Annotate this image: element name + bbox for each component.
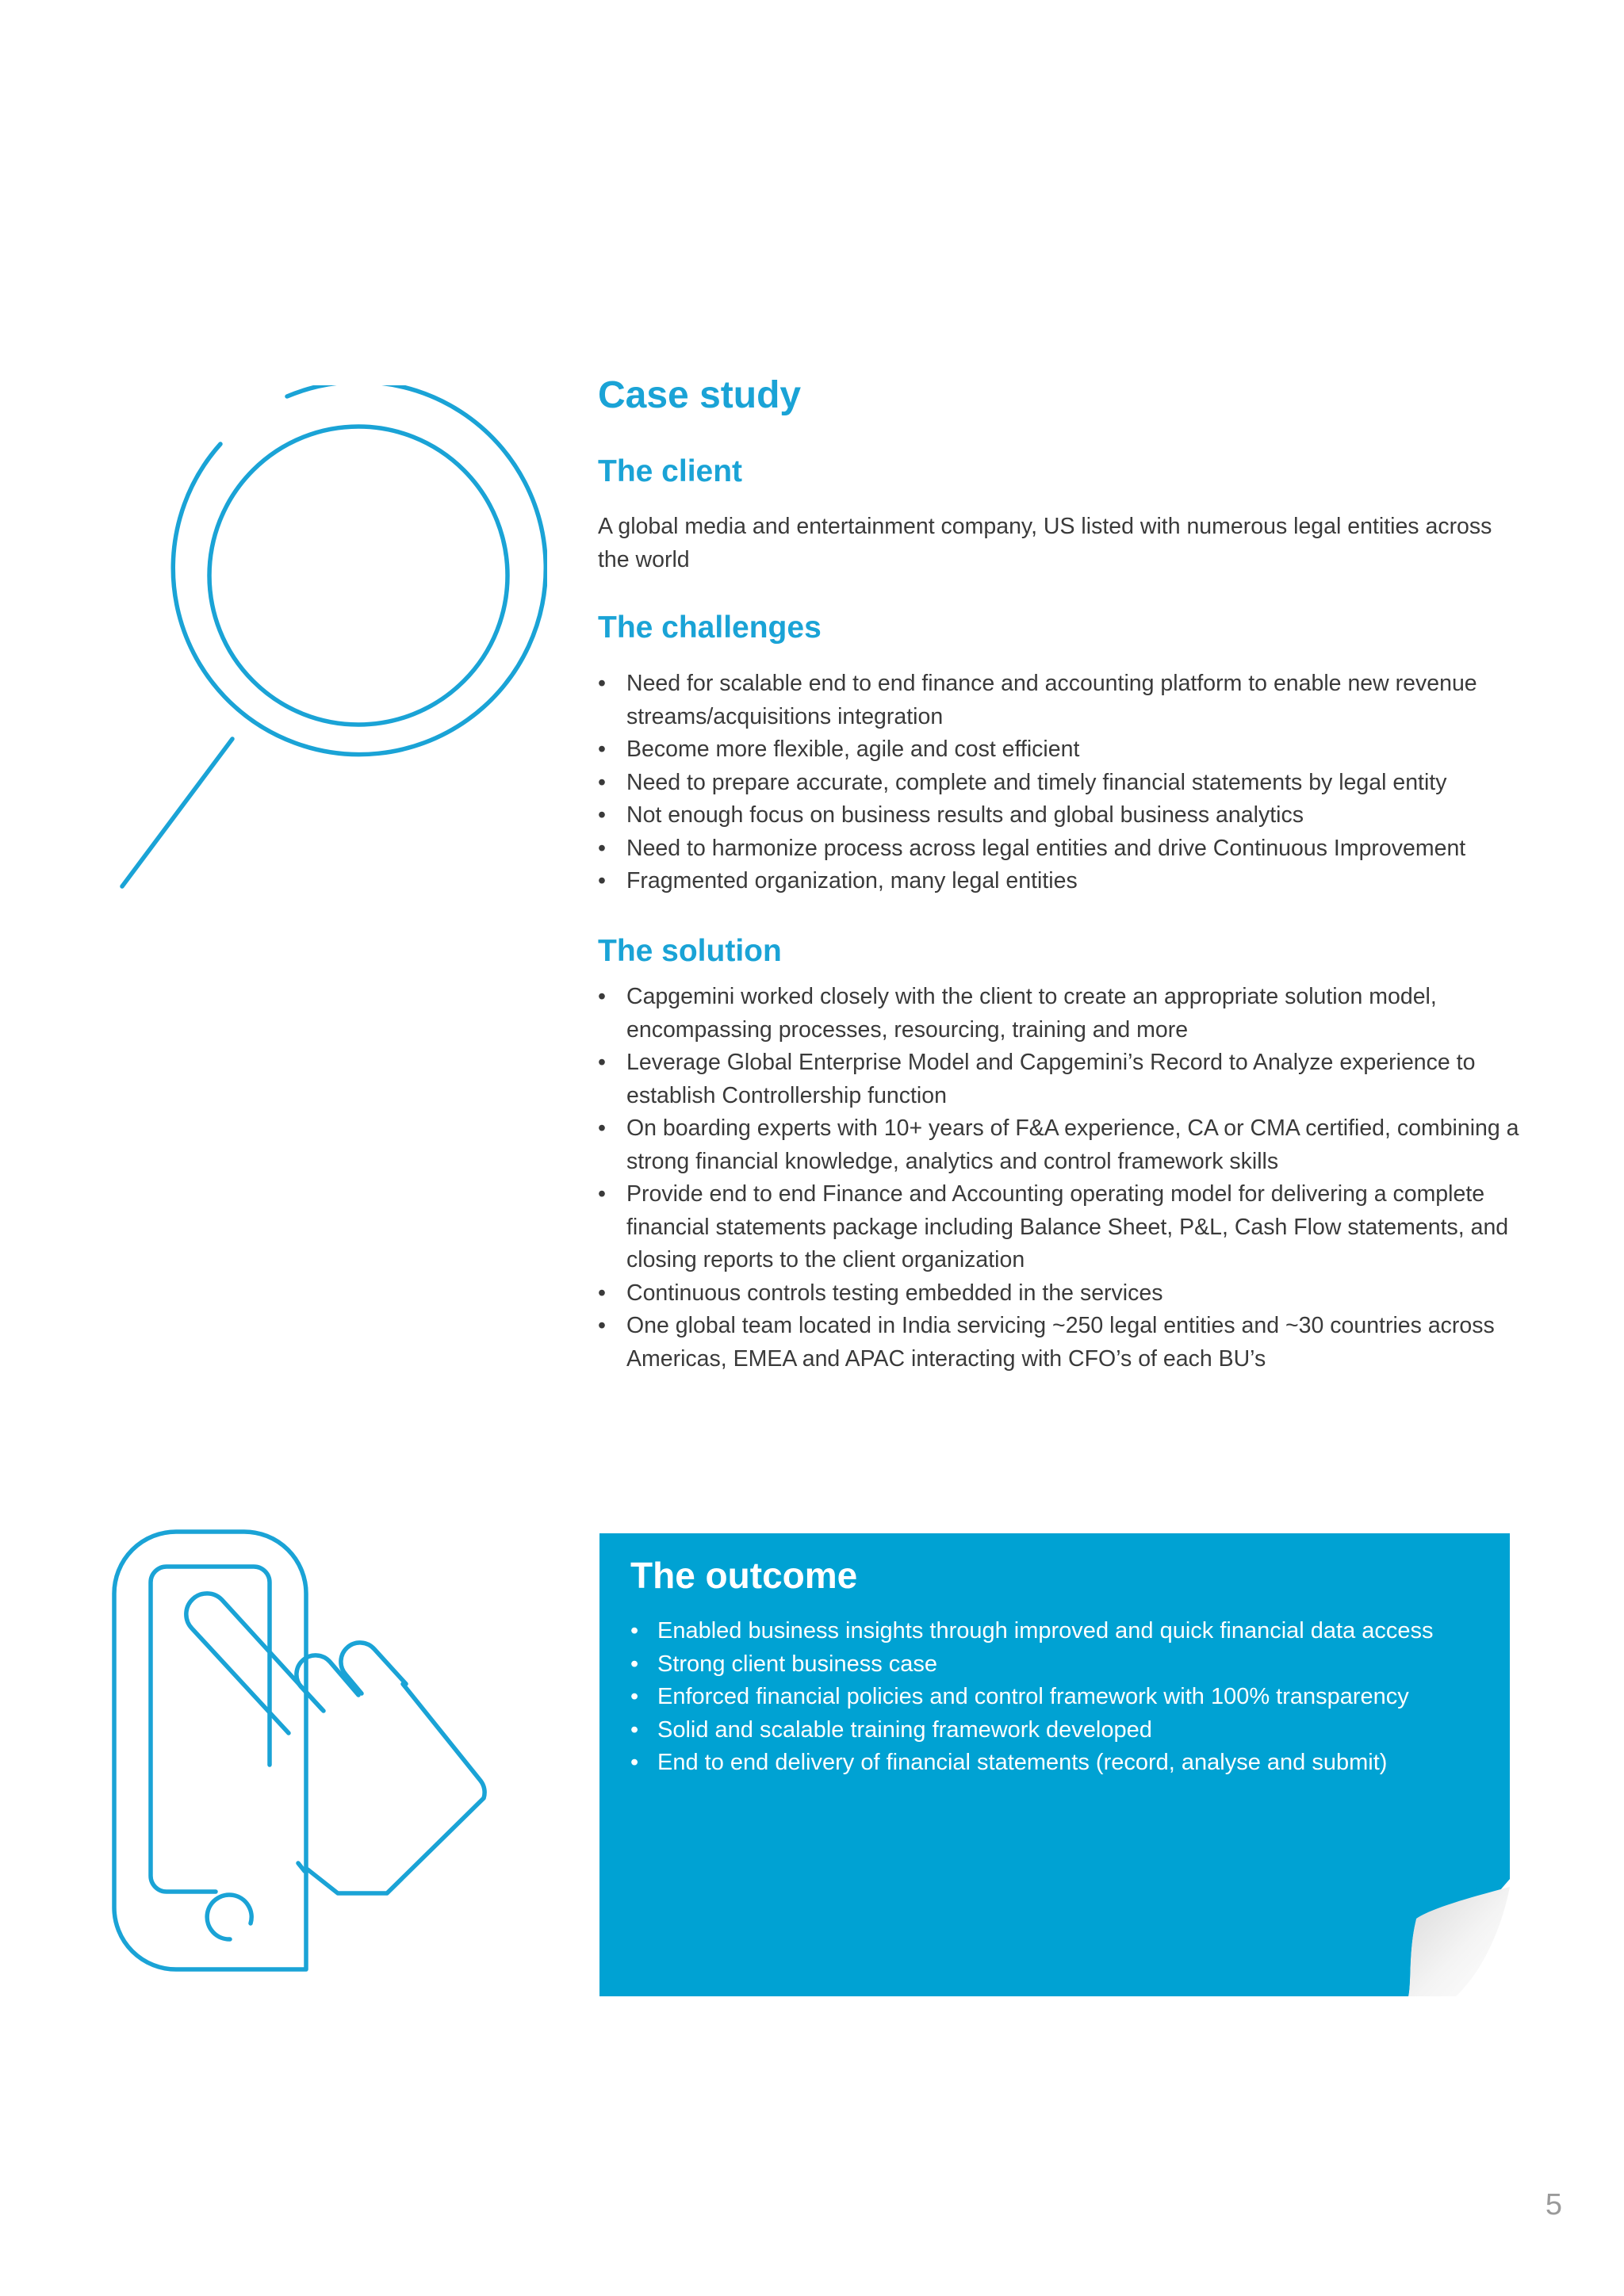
list-item: • Continuous controls testing embedded in the services (598, 1277, 1526, 1311)
outcome-list (630, 1615, 1487, 1780)
page-number: 5 (1545, 2188, 1562, 2221)
outcome-heading: The outcome (630, 1555, 858, 1596)
solution-list (598, 981, 1526, 1376)
page-curl-decoration (1408, 1879, 1510, 1996)
challenges-heading: The challenges (598, 610, 822, 645)
list-item: • Fragmented organization, many legal entities (598, 865, 1526, 898)
list-item: • Enabled business insights through improved and quick financial data access (630, 1615, 1487, 1648)
list-item: • Need for scalable end to end finance and accounting platform to enable new revenue streams/acquisitions integration (598, 668, 1526, 733)
list-item: • Become more flexible, agile and cost efficient (598, 733, 1526, 767)
list-item: • Capgemini worked closely with the client to create an appropriate solution model, encompassing processes, resourcing, training and more (598, 981, 1526, 1047)
list-item: • On boarding experts with 10+ years of F&A experience, CA or CMA certified, combining a strong financial knowledge, analytics and control framework skills (598, 1112, 1526, 1178)
client-text: A global media and entertainment company, US listed with numerous legal entities across the world (598, 514, 1492, 572)
list-item: • Need to harmonize process across legal entities and drive Continuous Improvement (598, 832, 1526, 866)
solution-heading: The solution (598, 933, 782, 968)
list-item: • Not enough focus on business results and global business analytics (598, 799, 1526, 832)
outcome-content (630, 1554, 1487, 1780)
magnifier-icon (119, 385, 547, 893)
list-item: • Provide end to end Finance and Accounting operating model for delivering a complete financial statements package including Balance Sheet, P&L, Cash Flow statements, and closing reports to the client organization (598, 1178, 1526, 1277)
list-item: • Leverage Global Enterprise Model and Capgemini’s Record to Analyze experience to establish Controllership function (598, 1047, 1526, 1112)
list-item: • One global team located in India servicing ~250 legal entities and ~30 countries across Americas, EMEA and APAC interacting with CFO’s of each BU’s (598, 1310, 1526, 1376)
phone-touch-icon (111, 1527, 571, 1987)
list-item: • Solid and scalable training framework developed (630, 1714, 1487, 1747)
case-study-content (598, 373, 1526, 1410)
challenges-list (598, 668, 1526, 898)
list-item: • Need to prepare accurate, complete and timely financial statements by legal entity (598, 767, 1526, 800)
page-title: Case study (598, 374, 802, 416)
list-item: • Enforced financial policies and control framework with 100% transparency (630, 1681, 1487, 1714)
list-item: • End to end delivery of financial statements (record, analyse and submit) (630, 1747, 1487, 1780)
client-heading: The client (598, 453, 743, 488)
list-item: • Strong client business case (630, 1648, 1487, 1682)
